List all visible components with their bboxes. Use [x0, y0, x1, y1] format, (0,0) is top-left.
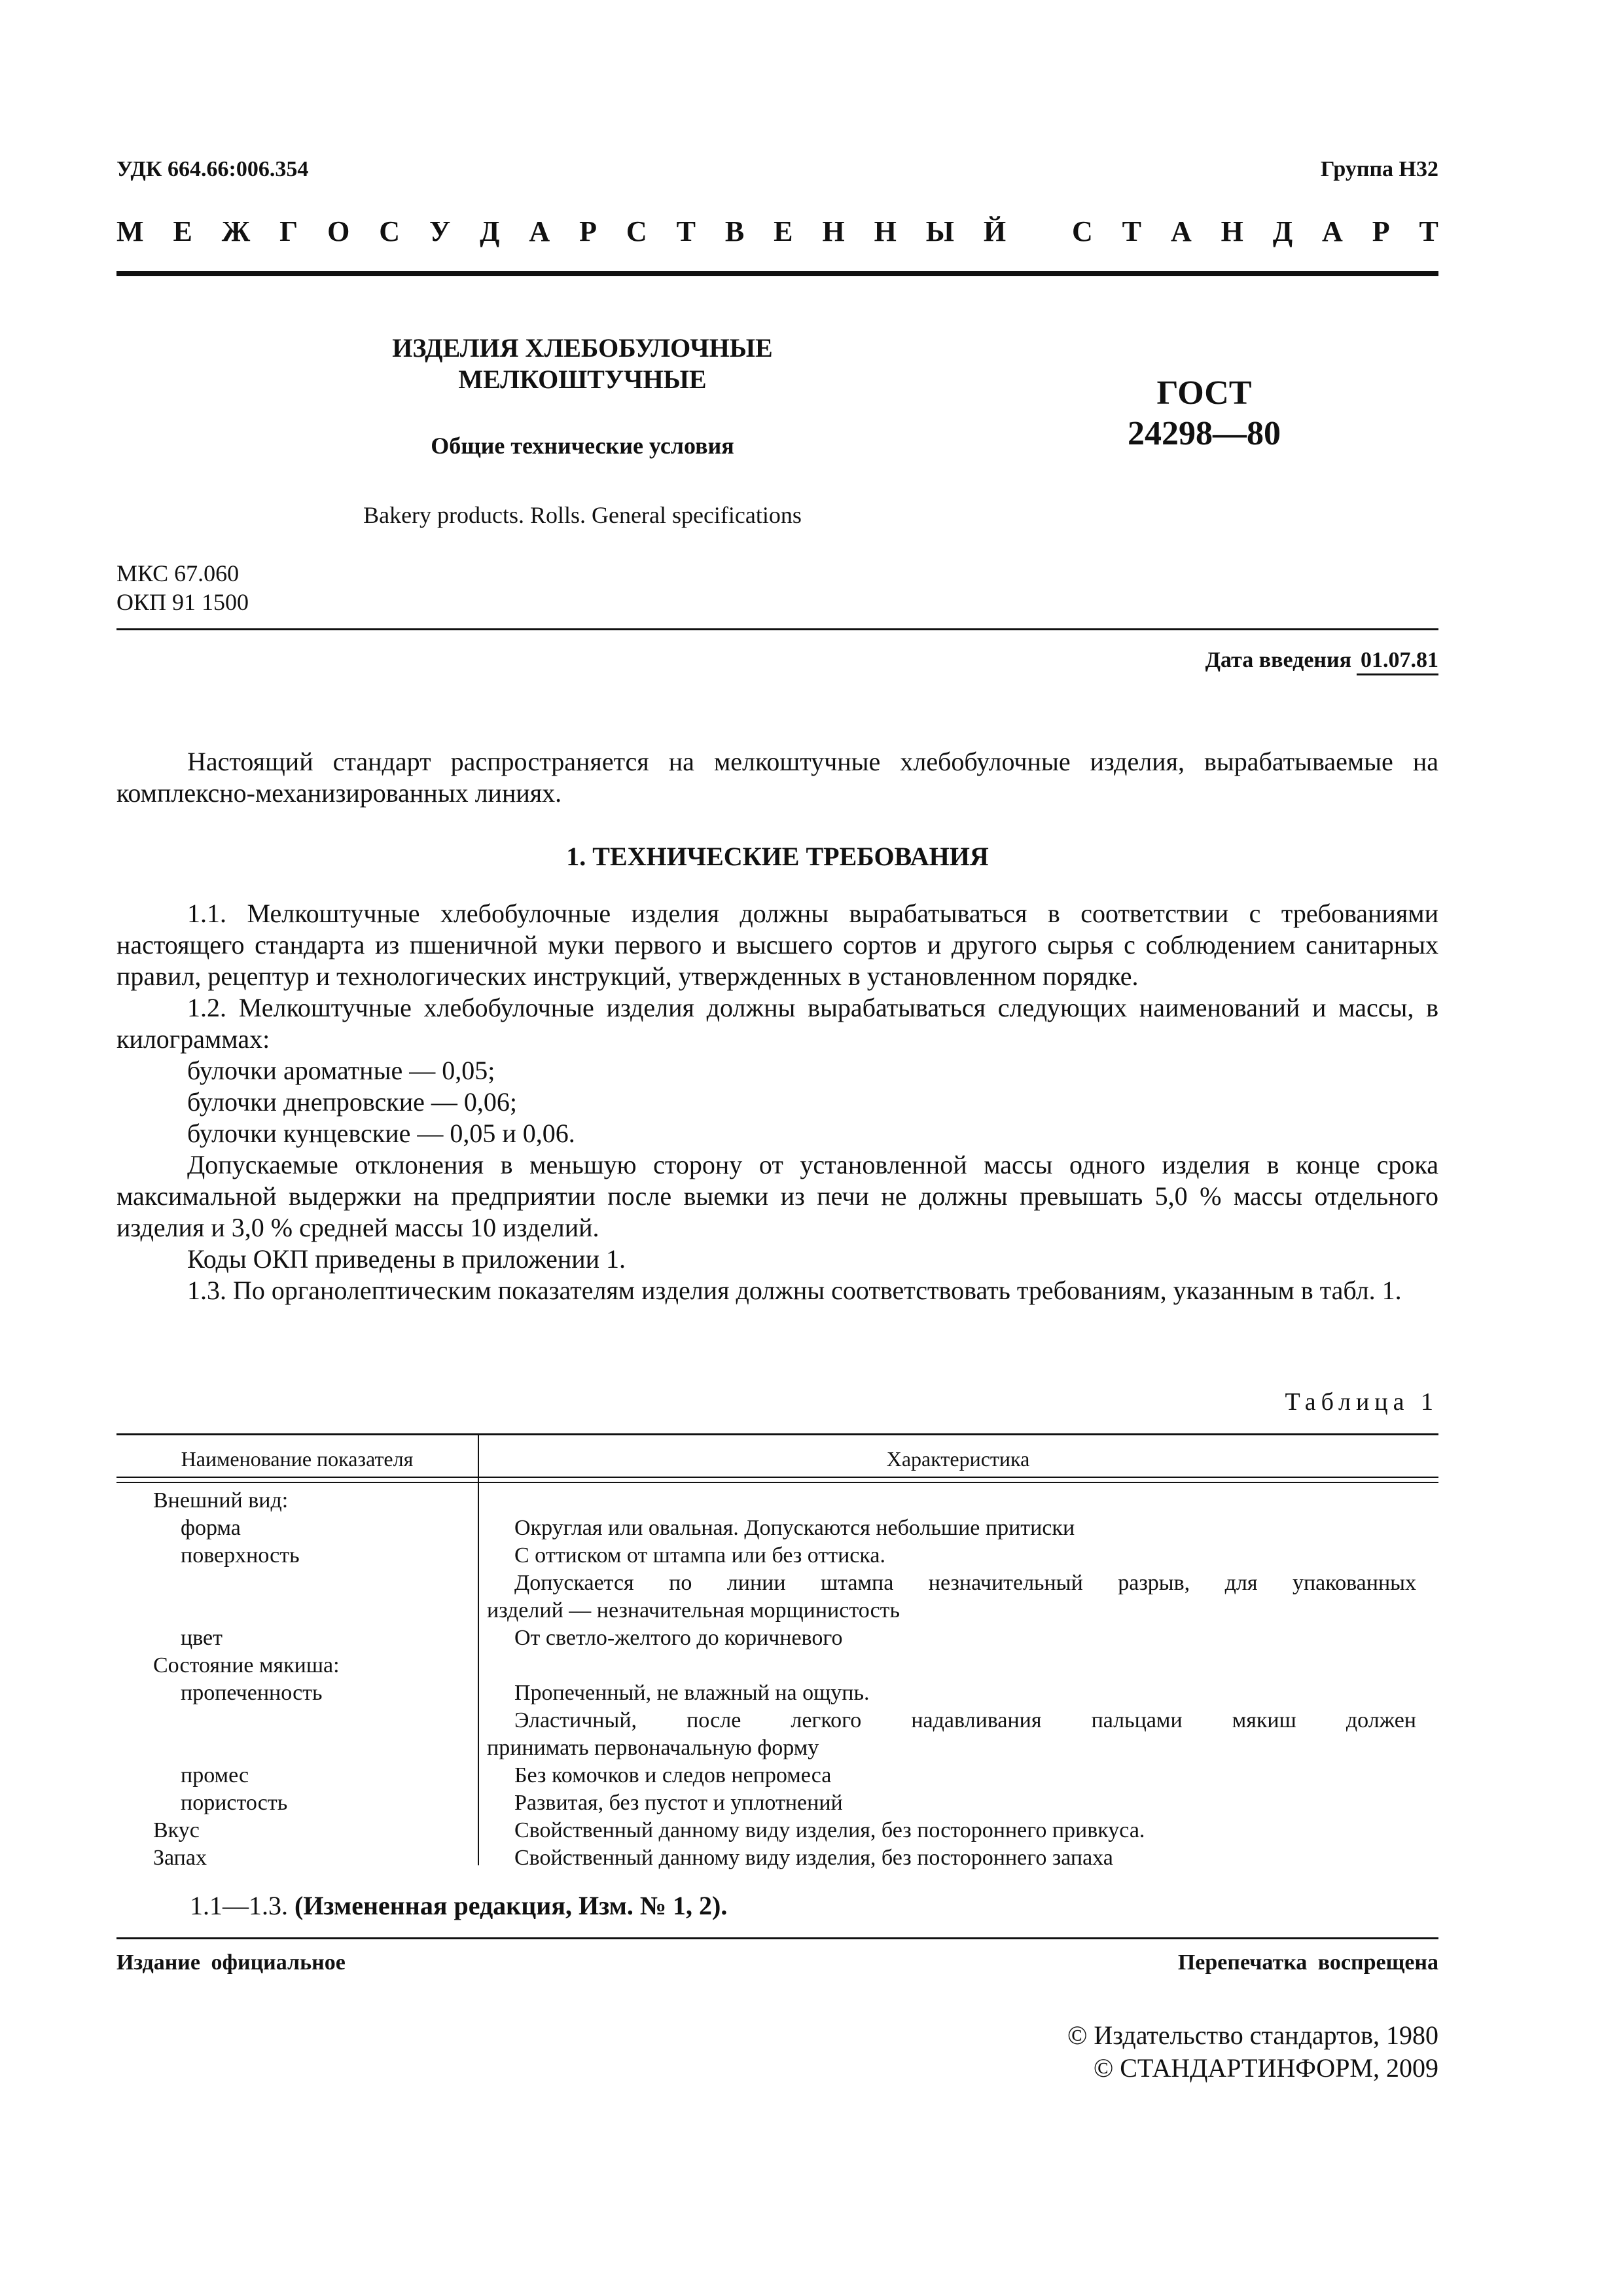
row-label: цвет	[181, 1626, 223, 1650]
row-value: Эластичный, после легкого надавливания пальцами мякиш должен	[514, 1708, 1416, 1732]
section-body	[116, 898, 1438, 1306]
table-row	[116, 1817, 1438, 1844]
banner-letter: А	[1322, 215, 1343, 247]
section-heading: 1. ТЕХНИЧЕСКИЕ ТРЕБОВАНИЯ	[566, 842, 989, 871]
banner-letter: Е	[173, 215, 192, 247]
banner-letter: С	[1071, 215, 1093, 247]
row-label: пористость	[181, 1791, 288, 1815]
amendment-text: (Измененная редакция, Изм. № 1, 2).	[294, 1891, 728, 1920]
reprint-notice: Перепечатка воспрещена	[1177, 1950, 1438, 1975]
row-value: Без комочков и следов непромеса	[514, 1763, 832, 1787]
banner-letter: С	[379, 215, 401, 247]
row-value-continued: принимать первоначальную форму	[487, 1736, 819, 1760]
list-item: булочки ароматные — 0,05;	[187, 1056, 495, 1085]
gost-code: 24298—80	[1128, 415, 1281, 452]
row-value: Пропеченный, не влажный на ощупь.	[514, 1681, 870, 1705]
okp-code: ОКП 91 1500	[116, 589, 249, 615]
row-label: форма	[181, 1516, 241, 1540]
english-title: Bakery products. Rolls. General specifications	[363, 502, 802, 528]
table-row	[116, 1487, 1438, 1515]
banner-letter: Ы	[925, 215, 954, 247]
document-title	[288, 332, 877, 395]
row-label: промес	[181, 1763, 249, 1787]
title-line-1: ИЗДЕЛИЯ ХЛЕБОБУЛОЧНЫЕ	[392, 333, 773, 363]
mks-code: МКС 67.060	[116, 560, 240, 586]
banner-letter: Г	[279, 215, 298, 247]
intro-date	[1205, 648, 1438, 673]
table-row	[116, 1679, 1438, 1707]
gost-label: ГОСТ	[1156, 374, 1252, 412]
table-row	[116, 1570, 1438, 1597]
table-row	[116, 1844, 1438, 1872]
list-item: булочки днепровские — 0,06;	[187, 1087, 517, 1117]
edition-label: Издание официальное	[116, 1950, 346, 1975]
footer-rule	[116, 1937, 1438, 1939]
banner-letter: А	[529, 215, 550, 247]
group-code: Группа Н32	[1320, 157, 1438, 181]
row-value: Округлая или овальная. Допускаются небольшие притиски	[514, 1516, 1075, 1540]
list-item: булочки кунцевские — 0,05 и 0,06.	[187, 1119, 575, 1148]
row-value: Допускается по линии штампа незначительный разрыв, для упакованных	[514, 1571, 1416, 1595]
table-row	[116, 1789, 1438, 1817]
document-subtitle: Общие технические условия	[431, 433, 734, 459]
banner-letter: Т	[676, 215, 696, 247]
row-label: пропеченность	[181, 1681, 323, 1705]
clause-1-2: 1.2. Мелкоштучные хлебобулочные изделия должны вырабатываться следующих наименований и массы, в килограммах:	[116, 993, 1438, 1054]
row-value-continued: изделий — незначительная морщинистость	[487, 1598, 901, 1623]
banner-letter: В	[724, 215, 745, 247]
row-label: поверхность	[181, 1543, 300, 1568]
intro-date-label: Дата введения	[1205, 648, 1351, 672]
header-divider	[116, 1477, 1438, 1478]
row-value: От светло-желтого до коричневого	[514, 1626, 843, 1650]
table-row-continuation	[116, 1734, 1438, 1762]
table-row-continuation	[116, 1597, 1438, 1624]
title-line-2: МЕЛКОШТУЧНЫЕ	[458, 365, 707, 394]
table-row	[116, 1762, 1438, 1789]
gost-number	[1073, 373, 1335, 454]
row-value: С оттиском от штампа или без оттиска.	[514, 1543, 885, 1568]
banner-letter: Н	[874, 215, 897, 247]
udk-code: УДК 664.66:006.354	[116, 157, 309, 181]
amendment-note	[190, 1890, 727, 1921]
banner-letter: Т	[1419, 215, 1438, 247]
interstate-standard-banner	[116, 215, 1438, 248]
row-value: Свойственный данному виду изделия, без постороннего привкуса.	[514, 1818, 1145, 1842]
banner-letter: Р	[1372, 215, 1390, 247]
codes-rule	[116, 628, 1438, 630]
banner-letter: Т	[1122, 215, 1142, 247]
deviation-text: Допускаемые отклонения в меньшую сторону от установленной массы одного изделия в конце срока максимальной выдержки на предприятии после выемки из печи не должны превышать 5,0 % массы отдельного изделия и 3,0 % средней массы 10 изделий.	[116, 1150, 1438, 1242]
banner-letter: У	[429, 215, 451, 247]
table-row	[116, 1652, 1438, 1679]
intro-paragraph	[116, 746, 1438, 809]
banner-letter: Р	[579, 215, 597, 247]
banner-letter: М	[116, 215, 144, 247]
banner-letter: Д	[480, 215, 500, 247]
banner-letter: Е	[774, 215, 793, 247]
banner-letter: Ж	[221, 215, 251, 247]
copyright-line-1: © Издательство стандартов, 1980	[1067, 2020, 1438, 2050]
table-row	[116, 1707, 1438, 1734]
header-rule	[116, 271, 1438, 276]
banner-letter: А	[1170, 215, 1192, 247]
banner-letter: Й	[983, 215, 1007, 247]
banner-letter: Н	[1221, 215, 1243, 247]
row-label: Внешний вид:	[153, 1488, 289, 1513]
banner-letter: Д	[1272, 215, 1293, 247]
table-row	[116, 1515, 1438, 1542]
column-header-characteristic: Характеристика	[886, 1447, 1030, 1471]
banner-letter: С	[626, 215, 647, 247]
amendment-prefix: 1.1—1.3.	[190, 1891, 288, 1920]
intro-text: Настоящий стандарт распространяется на мелкоштучные хлебобулочные изделия, вырабатываемые на комплексно-механизированных линиях.	[116, 747, 1438, 808]
row-value: Свойственный данному виду изделия, без постороннего запаха	[514, 1846, 1113, 1870]
copyright-line-2: © СТАНДАРТИНФОРМ, 2009	[1093, 2053, 1438, 2083]
intro-date-value: 01.07.81	[1357, 648, 1438, 675]
row-value: Развитая, без пустот и уплотнений	[514, 1791, 843, 1815]
column-header-indicator: Наименование показателя	[181, 1447, 414, 1471]
table-row	[116, 1624, 1438, 1652]
row-label: Запах	[153, 1846, 207, 1870]
header-divider	[116, 1482, 1438, 1483]
row-label: Вкус	[153, 1818, 200, 1842]
table-header	[116, 1433, 1438, 1479]
table-caption: Таблица 1	[1285, 1388, 1438, 1416]
banner-letter: О	[327, 215, 350, 247]
banner-letter	[1035, 215, 1043, 248]
row-label: Состояние мякиша:	[153, 1653, 340, 1677]
okp-note: Коды ОКП приведены в приложении 1.	[187, 1244, 626, 1274]
clause-1-3: 1.3. По органолептическим показателям изделия должны соответствовать требованиям, указанным в табл. 1.	[187, 1276, 1402, 1305]
clause-1-1: 1.1. Мелкоштучные хлебобулочные изделия должны вырабатываться в соответствии с требованиями настоящего стандарта из пшеничной муки первого и высшего сортов и другого сырья с соблюдением санитарных правил, рецептур и технологических инструкций, утвержденных в установленном порядке.	[116, 899, 1438, 991]
table-row	[116, 1542, 1438, 1570]
banner-letter: Н	[822, 215, 845, 247]
